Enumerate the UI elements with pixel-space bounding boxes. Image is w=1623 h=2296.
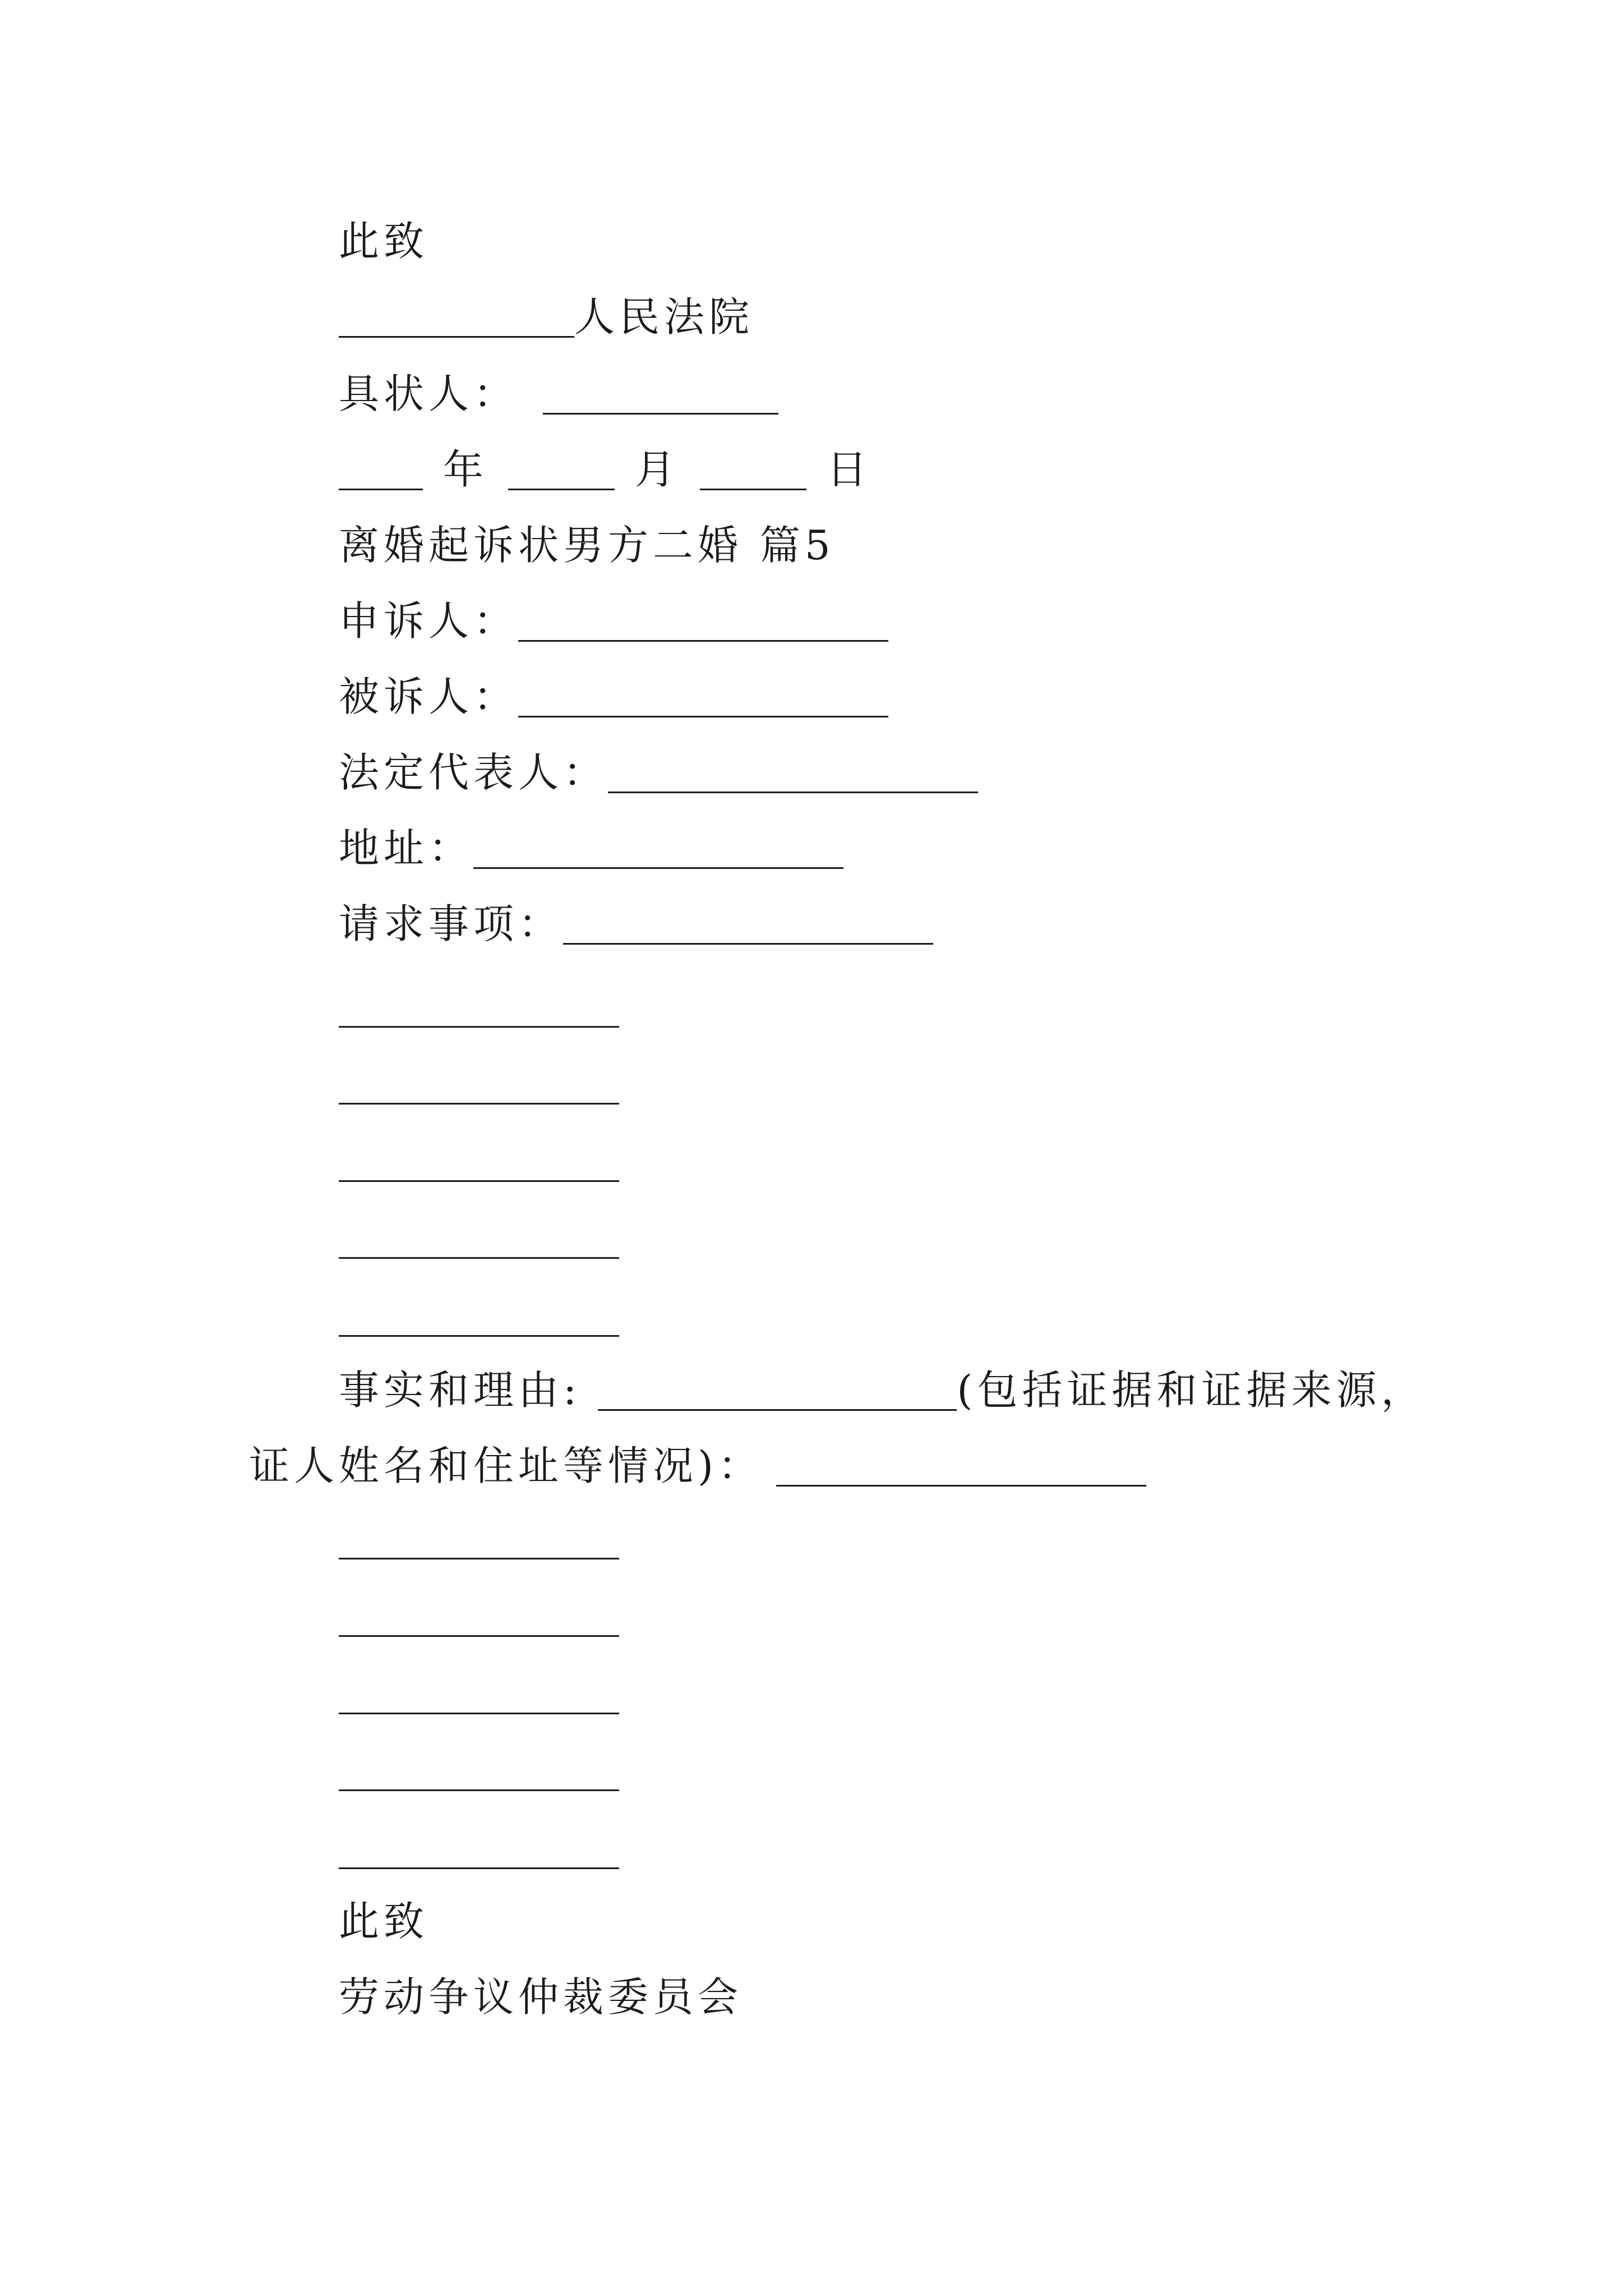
month-blank[interactable] — [508, 489, 615, 490]
facts-line: 事实和理由: (包括证据和证据来源， — [339, 1366, 1426, 1414]
section-heading: 离婚起诉状男方二婚 篇5 — [339, 522, 835, 569]
salutation-1: 此致 — [339, 218, 429, 265]
respondent-line: 被诉人： — [339, 671, 888, 722]
claims-rule[interactable] — [339, 1026, 619, 1028]
claims-blank[interactable] — [563, 943, 933, 945]
claims-rule[interactable] — [339, 1103, 619, 1105]
facts-rule[interactable] — [339, 1558, 619, 1559]
claims-rule[interactable] — [339, 1257, 619, 1259]
recipient-line: 劳动争议仲裁委员会 — [339, 1973, 743, 2021]
claims-line: 请求事项： — [339, 899, 933, 949]
legal-rep-blank[interactable] — [608, 792, 978, 793]
facts-rule[interactable] — [339, 1635, 619, 1637]
appellant-line: 申诉人： — [339, 596, 888, 646]
respondent-blank[interactable] — [518, 716, 888, 717]
address-line: 地址： — [339, 823, 843, 873]
address-blank[interactable] — [473, 867, 843, 869]
facts-rule[interactable] — [339, 1713, 619, 1714]
year-blank[interactable] — [339, 489, 423, 490]
facts-rule[interactable] — [339, 1789, 619, 1791]
appellant-blank[interactable] — [518, 640, 888, 642]
legal-rep-line: 法定代表人： — [339, 747, 978, 798]
facts-note-line: 证人姓名和住址等情况)： — [249, 1441, 1146, 1491]
date-line: 年 月 日 — [339, 444, 872, 495]
claims-rule[interactable] — [339, 1335, 619, 1337]
facts-blank[interactable] — [598, 1409, 957, 1411]
claims-rule[interactable] — [339, 1180, 619, 1182]
day-blank[interactable] — [700, 489, 806, 490]
facts-rule[interactable] — [339, 1867, 619, 1869]
court-line: 人民法院 — [339, 292, 754, 342]
witness-blank[interactable] — [776, 1485, 1146, 1487]
salutation-2: 此致 — [339, 1898, 429, 1945]
signer-blank[interactable] — [543, 413, 778, 415]
signer-line: 具状人： — [339, 369, 778, 419]
court-name-blank[interactable] — [339, 336, 574, 338]
